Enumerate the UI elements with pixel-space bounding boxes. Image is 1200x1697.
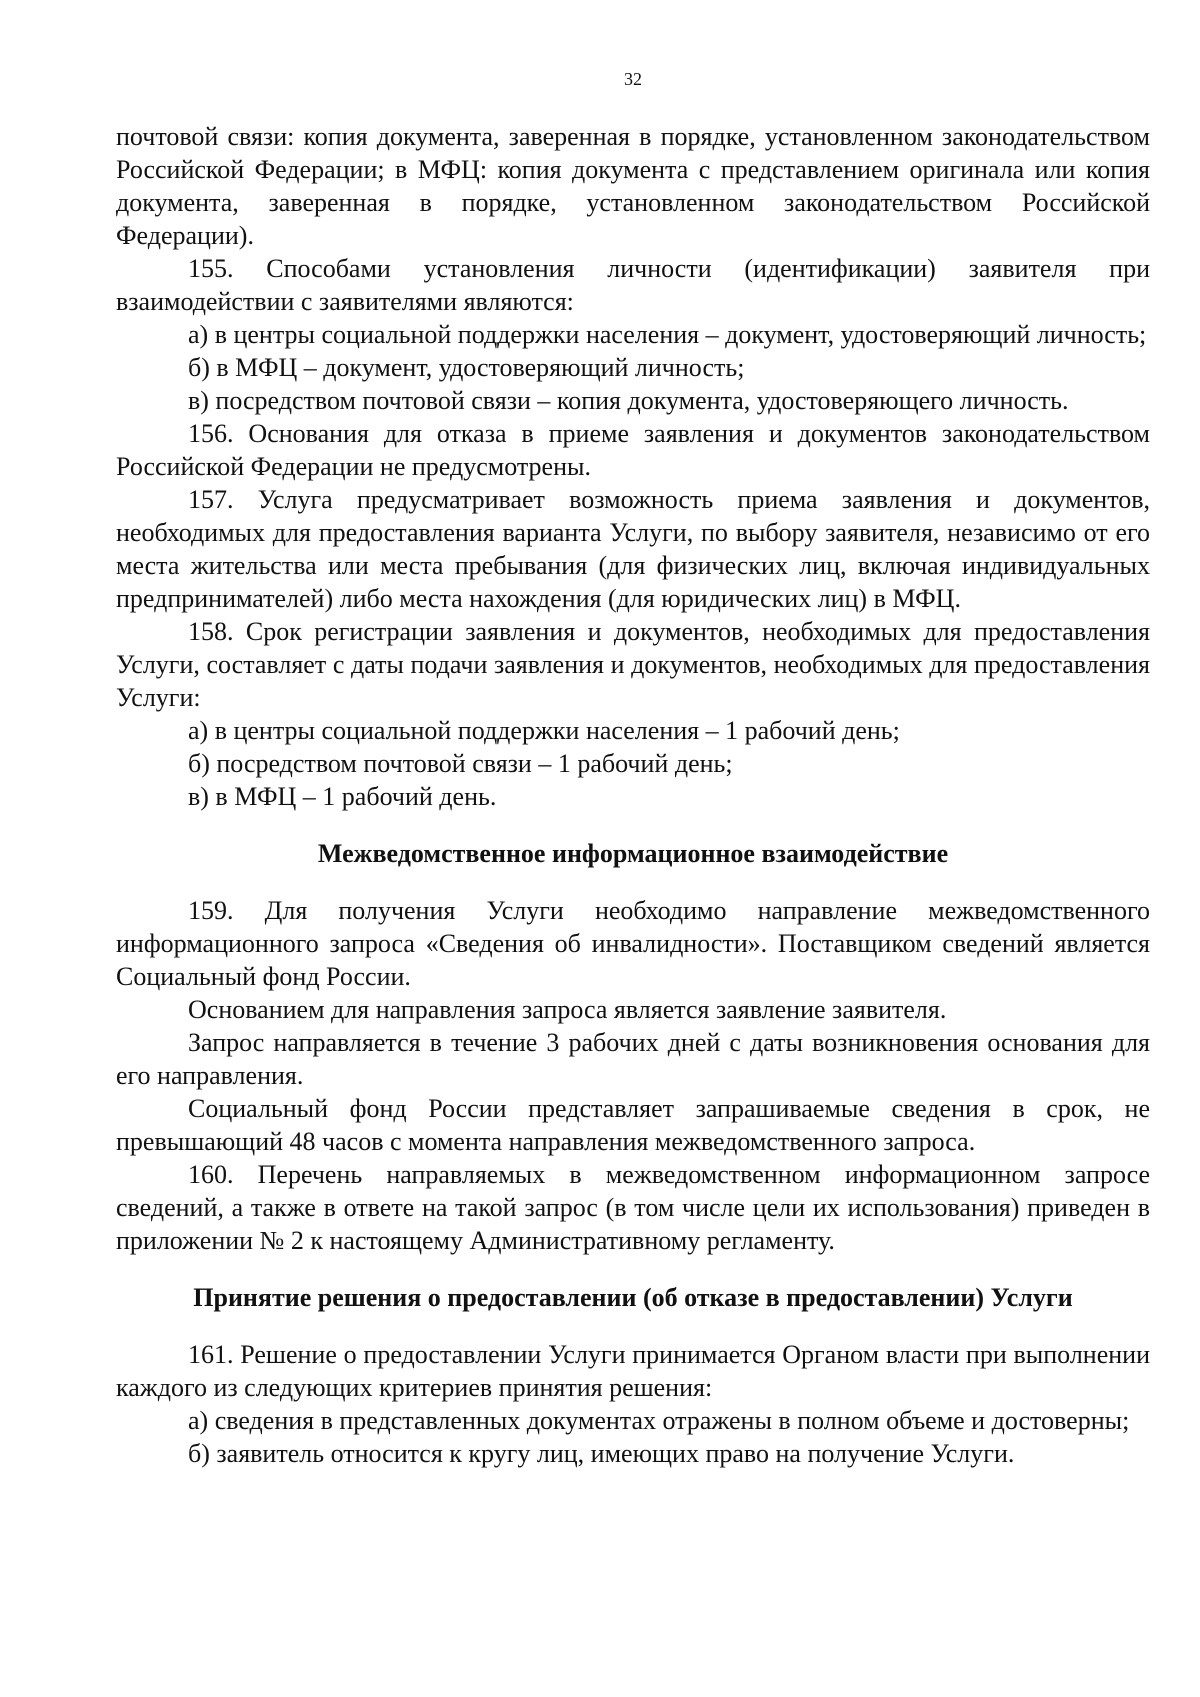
paragraph-155: 155. Способами установления личности (идентификации) заявителя при взаимодействии с заявителями являются:	[116, 254, 1150, 316]
paragraph-156: 156. Основания для отказа в приеме заявления и документов законодательством Российской Федерации не предусмотрены.	[116, 419, 1150, 481]
paragraph-159: 159. Для получения Услуги необходимо направление межведомственного информационного запроса «Сведения об инвалидности». Поставщиком сведений является Социальный фонд России.	[116, 896, 1150, 991]
paragraph-161-b: б) заявитель относится к кругу лиц, имеющих право на получение Услуги.	[188, 1439, 1015, 1468]
paragraph-161-a: а) сведения в представленных документах отражены в полном объеме и достоверны;	[188, 1406, 1130, 1435]
paragraph-158-v: в) в МФЦ – 1 рабочий день.	[188, 782, 497, 811]
paragraph-158: 158. Срок регистрации заявления и документов, необходимых для предоставления Услуги, составляет с даты подачи заявления и документов, необходимых для предоставления Услуги:	[116, 617, 1150, 712]
section-heading-interagency: Межведомственное информационное взаимодействие	[317, 839, 949, 868]
paragraph-155-a: а) в центры социальной поддержки населения – документ, удостоверяющий личность;	[188, 320, 1147, 349]
paragraph-161: 161. Решение о предоставлении Услуги принимается Органом власти при выполнении каждого из следующих критериев принятия решения:	[116, 1340, 1150, 1402]
paragraph-155-v: в) посредством почтовой связи – копия документа, удостоверяющего личность.	[188, 386, 1069, 415]
paragraph-159-basis: Основанием для направления запроса является заявление заявителя.	[188, 995, 947, 1024]
paragraph-158-a: а) в центры социальной поддержки населения – 1 рабочий день;	[188, 716, 900, 745]
paragraph-155-b: б) в МФЦ – документ, удостоверяющий личность;	[188, 353, 745, 382]
page-number: 32	[624, 69, 642, 89]
paragraph-157: 157. Услуга предусматривает возможность приема заявления и документов, необходимых для предоставления варианта Услуги, по выбору заявителя, независимо от его места жительства или места пребывания (для физических лиц, включая индивидуальных предпринимателей) либо места нахождения (для юридических лиц) в МФЦ.	[116, 485, 1150, 613]
paragraph-continuation: почтовой связи: копия документа, заверенная в порядке, установленном законодательством Российской Федерации; в МФЦ: копия документа с представлением оригинала или копия документа, заверенная в порядке, установленном законодательством Российской Федерации).	[116, 122, 1150, 250]
paragraph-158-b: б) посредством почтовой связи – 1 рабочий день;	[188, 749, 733, 778]
document-body	[116, 120, 1150, 1470]
paragraph-159-timing: Запрос направляется в течение 3 рабочих дней с даты возникновения основания для его направления.	[116, 1028, 1150, 1090]
paragraph-159-response: Социальный фонд России представляет запрашиваемые сведения в срок, не превышающий 48 часов с момента направления межведомственного запроса.	[116, 1094, 1150, 1156]
paragraph-160: 160. Перечень направляемых в межведомственном информационном запросе сведений, а также в ответе на такой запрос (в том числе цели их использования) приведен в приложении № 2 к настоящему Административному регламенту.	[116, 1160, 1150, 1255]
section-heading-decision: Принятие решения о предоставлении (об отказе в предоставлении) Услуги	[193, 1283, 1073, 1312]
